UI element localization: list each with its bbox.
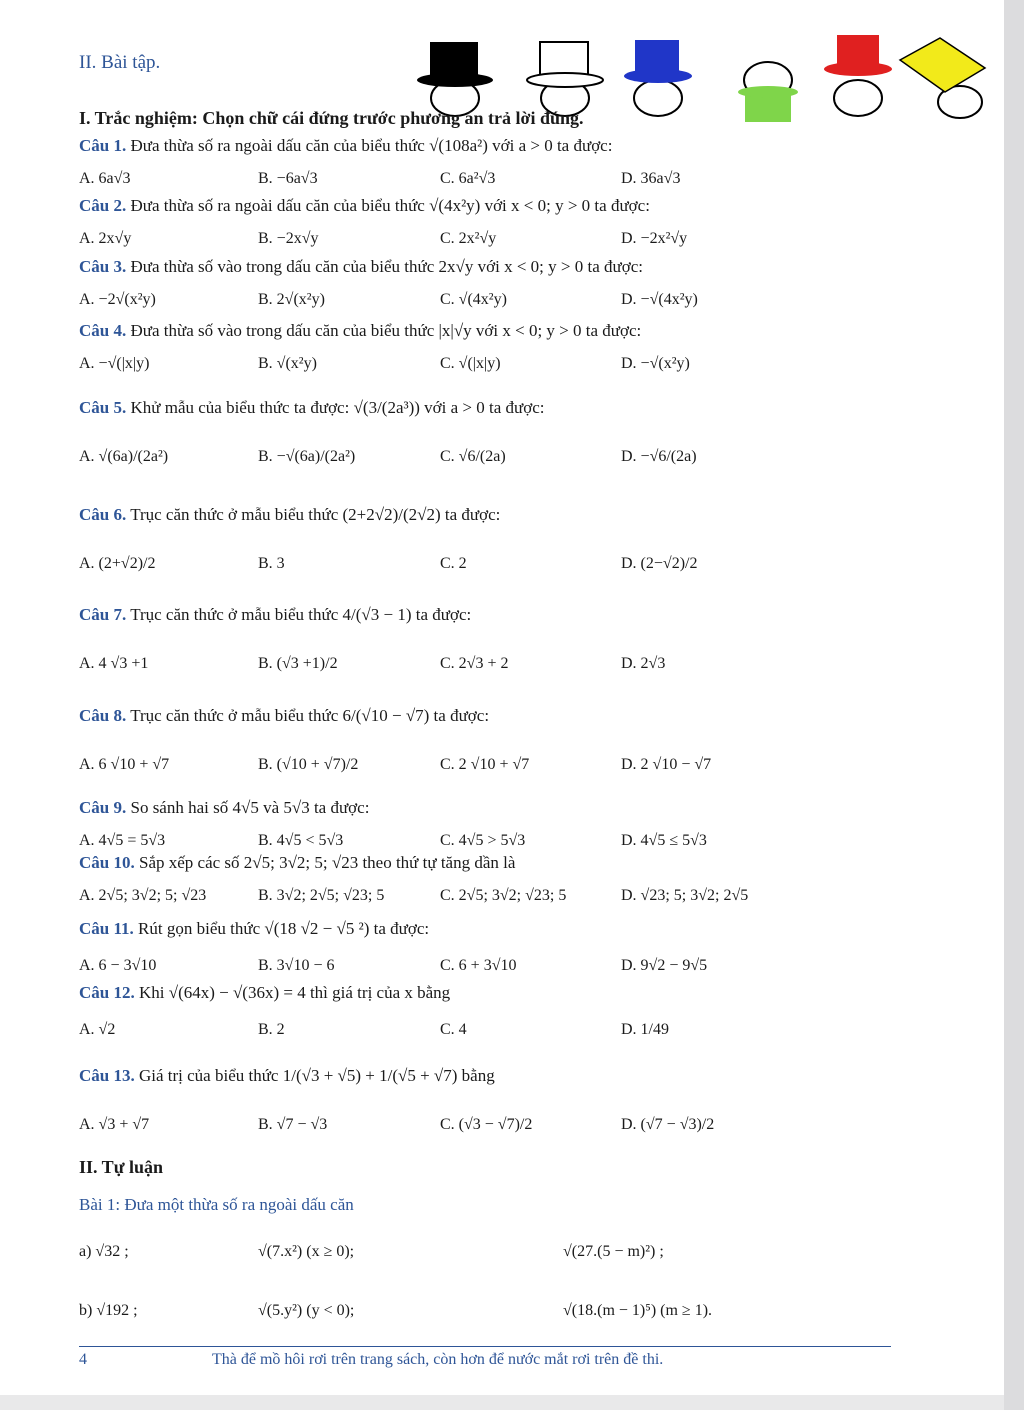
question-number: Câu 3. (79, 257, 127, 276)
question-8-option-a: A. 6 √10 + √7 (79, 756, 170, 773)
red-hat-icon (824, 35, 892, 116)
question-4-option-b: B. √(x²y) (258, 355, 317, 372)
question-11 (79, 919, 429, 939)
question-3-option-b: B. 2√(x²y) (258, 291, 325, 308)
question-13-option-a: A. √3 + √7 (79, 1116, 150, 1133)
question-text: Đưa thừa số vào trong dấu căn của biểu thức 2x√y với x < 0; y > 0 ta được: (130, 257, 643, 276)
yellow-hat-icon (900, 38, 985, 118)
bai1-a3: √(27.(5 − m)²) ; (563, 1243, 664, 1260)
question-8 (79, 706, 489, 726)
question-10 (79, 853, 515, 873)
black-hat-icon (417, 42, 493, 116)
question-number: Câu 5. (79, 398, 127, 417)
question-1-option-d: D. 36a√3 (621, 170, 681, 187)
question-12-option-a: A. √2 (79, 1021, 116, 1038)
question-number: Câu 9. (79, 798, 127, 817)
question-text: Khi √(64x) − √(36x) = 4 thì giá trị của x bằng (138, 983, 451, 1002)
question-2-option-a: A. 2x√y (79, 230, 132, 247)
question-7-option-a: A. 4 √3 +1 (79, 655, 149, 672)
question-8-option-c: C. 2 √10 + √7 (440, 756, 530, 773)
multiple-choice-heading: I. Trắc nghiệm: Chọn chữ cái đứng trước phương án trả lời đúng. (79, 108, 584, 128)
question-9-option-a: A. 4√5 = 5√3 (79, 832, 166, 849)
question-3 (79, 257, 643, 277)
page-number: 4 (79, 1351, 87, 1368)
question-9-option-d: D. 4√5 ≤ 5√3 (621, 832, 707, 849)
question-9-option-b: B. 4√5 < 5√3 (258, 832, 344, 849)
question-5 (79, 398, 545, 418)
question-text: Trục căn thức ở mẫu biểu thức 6/(√10 − √7) ta được: (130, 706, 490, 725)
question-6-option-b: B. 3 (258, 555, 285, 572)
question-5-option-a: A. √(6a)/(2a²) (79, 448, 169, 465)
question-8-option-b: B. (√10 + √7)/2 (258, 756, 359, 773)
question-number: Câu 8. (79, 706, 127, 725)
blue-hat-icon (624, 40, 692, 116)
question-text: Trục căn thức ở mẫu biểu thức (2+2√2)/(2√2) ta được: (130, 505, 501, 524)
question-number: Câu 1. (79, 136, 127, 155)
bai1-b1: b) √192 ; (79, 1302, 138, 1319)
question-text: Khử mẫu của biểu thức ta được: √(3/(2a³)) với a > 0 ta được: (130, 398, 545, 417)
exercise-heading: II. Bài tập. (79, 52, 161, 73)
question-10-option-d: D. √23; 5; 3√2; 2√5 (621, 887, 749, 904)
question-2-option-d: D. −2x²√y (621, 230, 688, 247)
question-8-option-d: D. 2 √10 − √7 (621, 756, 712, 773)
question-13-option-b: B. √7 − √3 (258, 1116, 328, 1133)
question-6 (79, 505, 500, 525)
question-4-option-a: A. −√(|x|y) (79, 355, 150, 372)
question-number: Câu 4. (79, 321, 127, 340)
question-text: Đưa thừa số ra ngoài dấu căn của biểu thức √(108a²) với a > 0 ta được: (130, 136, 613, 155)
question-number: Câu 11. (79, 919, 134, 938)
green-hat-icon (738, 62, 798, 122)
bai1-b3: √(18.(m − 1)⁵) (m ≥ 1). (563, 1302, 713, 1319)
question-6-option-a: A. (2+√2)/2 (79, 555, 156, 572)
question-text: Rút gọn biểu thức √(18 √2 − √5 ²) ta được: (138, 919, 430, 938)
question-text: So sánh hai số 4√5 và 5√3 ta được: (130, 798, 370, 817)
question-12-option-d: D. 1/49 (621, 1021, 669, 1038)
question-text: Sắp xếp các số 2√5; 3√2; 5; √23 theo thứ tự tăng dần là (138, 853, 516, 872)
question-1 (79, 136, 612, 156)
question-10-option-a: A. 2√5; 3√2; 5; √23 (79, 887, 207, 904)
question-2-option-c: C. 2x²√y (440, 230, 497, 247)
question-text: Đưa thừa số vào trong dấu căn của biểu thức |x|√y với x < 0; y > 0 ta được: (130, 321, 642, 340)
question-3-option-d: D. −√(4x²y) (621, 291, 698, 308)
question-number: Câu 10. (79, 853, 135, 872)
question-number: Câu 12. (79, 983, 135, 1002)
question-3-option-c: C. √(4x²y) (440, 291, 507, 308)
page-edge (1004, 0, 1024, 1410)
question-number: Câu 7. (79, 605, 127, 624)
question-1-option-c: C. 6a²√3 (440, 170, 496, 187)
question-text: Trục căn thức ở mẫu biểu thức 4/(√3 − 1) ta được: (130, 605, 472, 624)
question-11-option-d: D. 9√2 − 9√5 (621, 957, 708, 974)
question-4-option-c: C. √(|x|y) (440, 355, 501, 372)
question-13 (79, 1066, 495, 1086)
question-13-option-d: D. (√7 − √3)/2 (621, 1116, 715, 1133)
question-11-option-b: B. 3√10 − 6 (258, 957, 335, 974)
question-10-option-b: B. 3√2; 2√5; √23; 5 (258, 887, 385, 904)
question-number: Câu 6. (79, 505, 127, 524)
question-13-option-c: C. (√3 − √7)/2 (440, 1116, 533, 1133)
question-2-option-b: B. −2x√y (258, 230, 319, 247)
question-text: Đưa thừa số ra ngoài dấu căn của biểu thức √(4x²y) với x < 0; y > 0 ta được: (130, 196, 650, 215)
question-5-option-d: D. −√6/(2a) (621, 448, 697, 465)
bai1-b2: √(5.y²) (y < 0); (258, 1302, 355, 1319)
essay-heading: II. Tự luận (79, 1157, 164, 1177)
question-9 (79, 798, 369, 818)
question-7-option-d: D. 2√3 (621, 655, 666, 672)
question-10-option-c: C. 2√5; 3√2; √23; 5 (440, 887, 567, 904)
question-7 (79, 605, 471, 625)
question-2 (79, 196, 650, 216)
footer-quote: Thà để mồ hôi rơi trên trang sách, còn hơn để nước mắt rơi trên đề thi. (212, 1351, 664, 1368)
question-6-option-d: D. (2−√2)/2 (621, 555, 698, 572)
question-12 (79, 983, 450, 1003)
question-text: Giá trị của biểu thức 1/(√3 + √5) + 1/(√5 + √7) bằng (138, 1066, 495, 1085)
question-number: Câu 2. (79, 196, 127, 215)
bai1-title: Bài 1: Đưa một thừa số ra ngoài dấu căn (79, 1195, 354, 1214)
bai1-a1: a) √32 ; (79, 1243, 129, 1260)
white-hat-icon (527, 42, 603, 116)
question-12-option-b: B. 2 (258, 1021, 285, 1038)
question-4 (79, 321, 641, 341)
bai1-a2: √(7.x²) (x ≥ 0); (258, 1243, 355, 1260)
question-5-option-c: C. √6/(2a) (440, 448, 506, 465)
question-7-option-b: B. (√3 +1)/2 (258, 655, 338, 672)
question-11-option-a: A. 6 − 3√10 (79, 957, 157, 974)
question-1-option-b: B. −6a√3 (258, 170, 318, 187)
question-5-option-b: B. −√(6a)/(2a²) (258, 448, 356, 465)
question-11-option-c: C. 6 + 3√10 (440, 957, 517, 974)
question-7-option-c: C. 2√3 + 2 (440, 655, 509, 672)
question-6-option-c: C. 2 (440, 555, 467, 572)
question-3-option-a: A. −2√(x²y) (79, 291, 156, 308)
question-4-option-d: D. −√(x²y) (621, 355, 690, 372)
question-12-option-c: C. 4 (440, 1021, 467, 1038)
question-1-option-a: A. 6a√3 (79, 170, 131, 187)
question-number: Câu 13. (79, 1066, 135, 1085)
question-9-option-c: C. 4√5 > 5√3 (440, 832, 526, 849)
footer-divider (79, 1346, 891, 1347)
